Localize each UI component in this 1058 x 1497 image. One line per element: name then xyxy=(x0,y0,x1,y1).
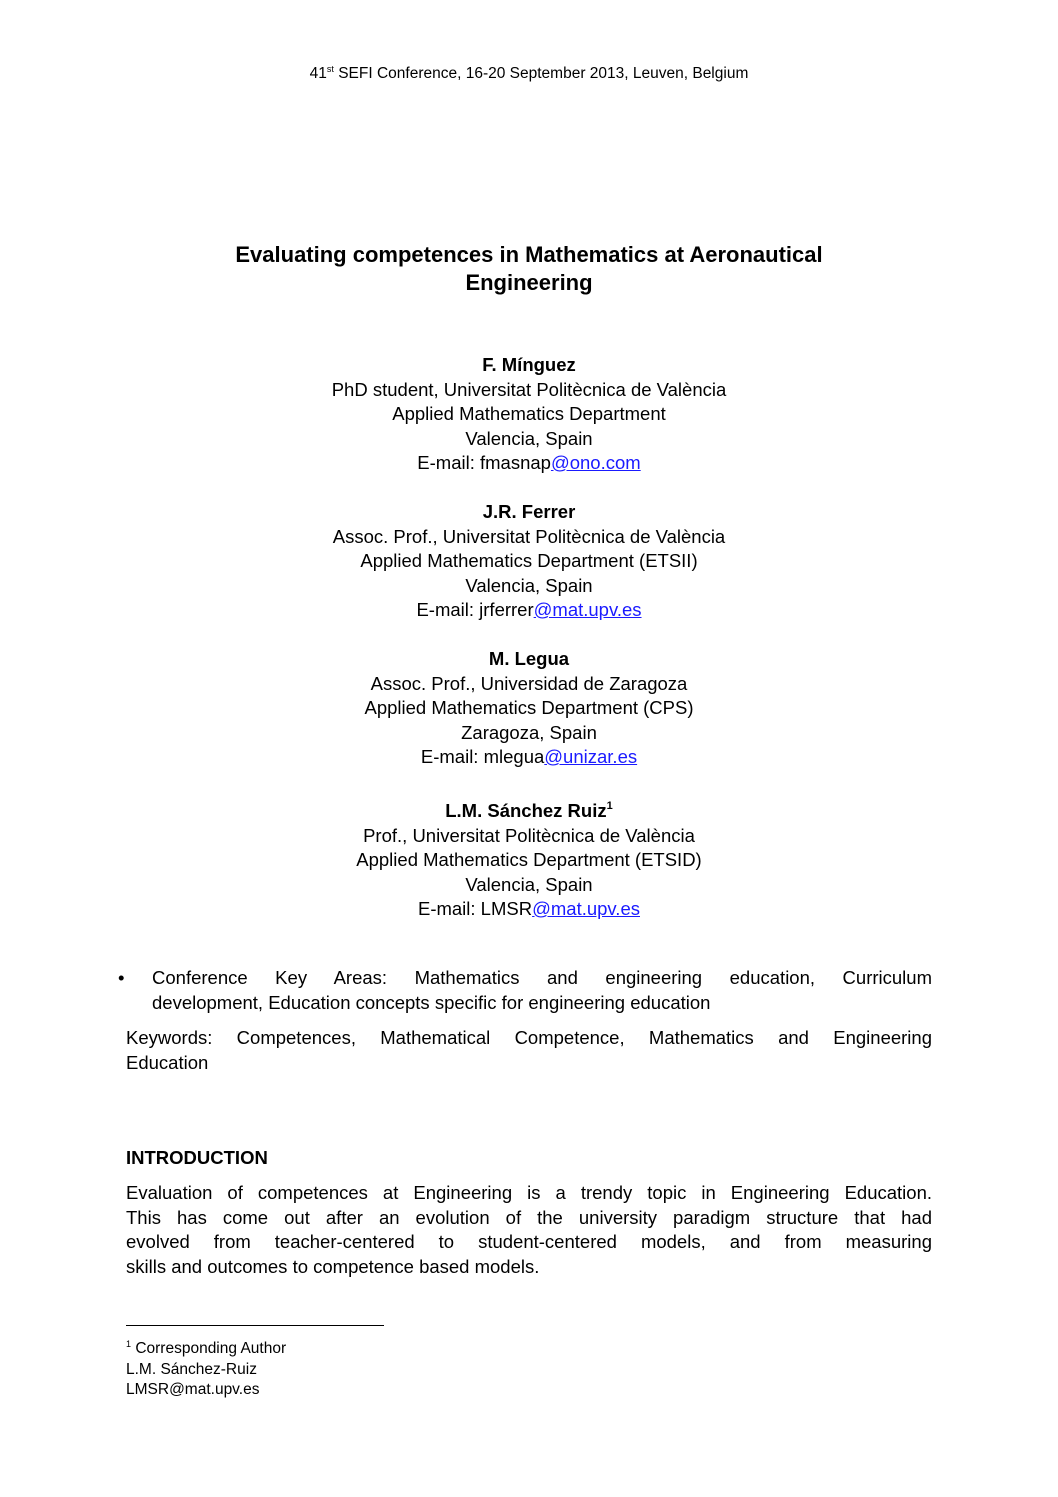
bullet-icon: • xyxy=(118,967,125,988)
introduction-paragraph xyxy=(126,1181,932,1279)
author-name: M. Legua xyxy=(488,648,570,669)
author-block-2 xyxy=(0,500,1058,623)
author-department: Applied Mathematics Department (ETSII) xyxy=(360,550,698,571)
email-link[interactable]: @unizar.es xyxy=(544,746,638,767)
author-email: E-mail: fmasnap@ono.com xyxy=(417,452,641,473)
paragraph-line: This has come out after an evolution of the university paradigm structure that had xyxy=(126,1206,932,1228)
footnote xyxy=(126,1334,286,1401)
keywords-line-2: Education xyxy=(126,1051,209,1073)
header-number: 41 xyxy=(309,65,327,82)
footnote-line-2: L.M. Sánchez-Ruiz xyxy=(126,1360,257,1378)
title-line-1: Evaluating competences in Mathematics at Aeronautical xyxy=(235,242,823,267)
author-position: Assoc. Prof., Universitat Politècnica de València xyxy=(332,525,726,547)
header-superscript: st xyxy=(326,64,334,74)
author-email: E-mail: jrferrer@mat.upv.es xyxy=(416,599,642,620)
running-header xyxy=(0,64,1058,83)
key-areas-line-2: development, Education concepts specific for engineering education xyxy=(152,991,711,1013)
author-name: J.R. Ferrer xyxy=(482,501,576,522)
author-block-4 xyxy=(0,794,1058,922)
title-line-2: Engineering xyxy=(465,270,593,295)
footnote-divider xyxy=(126,1325,384,1326)
section-heading-introduction: INTRODUCTION xyxy=(126,1147,268,1168)
paragraph-line: skills and outcomes to competence based models. xyxy=(126,1255,540,1277)
author-department: Applied Mathematics Department (CPS) xyxy=(364,697,694,718)
author-block-3 xyxy=(0,647,1058,770)
keywords-line-1: Keywords: Competences, Mathematical Competence, Mathematics and Engineering xyxy=(126,1027,932,1048)
paragraph-line: evolved from teacher-centered to student-centered models, and from measuring xyxy=(126,1231,932,1252)
author-email: E-mail: mlegua@unizar.es xyxy=(420,746,638,767)
key-areas xyxy=(118,966,932,1015)
author-location: Valencia, Spain xyxy=(465,574,593,596)
author-department: Applied Mathematics Department (ETSID) xyxy=(356,849,702,870)
email-link[interactable]: @mat.upv.es xyxy=(532,898,640,919)
author-location: Valencia, Spain xyxy=(465,873,593,895)
author-name: L.M. Sánchez Ruiz$^1$ xyxy=(445,800,613,821)
footnote-number: 1 xyxy=(126,1339,132,1349)
footnote-line-3: LMSR@mat.upv.es xyxy=(126,1381,260,1398)
email-link[interactable]: @mat.upv.es xyxy=(533,599,642,620)
key-areas-line-1: Conference Key Areas: Mathematics and engineering education, Curriculum xyxy=(152,967,932,988)
author-department: Applied Mathematics Department xyxy=(392,403,666,424)
author-position: Prof., Universitat Politècnica de València xyxy=(363,824,695,846)
footnote-line-1: Corresponding Author xyxy=(131,1340,287,1357)
author-block-1 xyxy=(0,353,1058,476)
author-position: PhD student, Universitat Politècnica de València xyxy=(331,378,727,400)
author-name: F. Mínguez xyxy=(482,354,576,375)
paper-title xyxy=(0,241,1058,297)
paragraph-line: Evaluation of competences at Engineering is a trendy topic in Engineering Education. xyxy=(126,1182,932,1203)
author-location: Zaragoza, Spain xyxy=(461,721,597,743)
header-text: SEFI Conference, 16-20 September 2013, Leuven, Belgium xyxy=(333,65,749,82)
author-location: Valencia, Spain xyxy=(465,427,593,449)
author-email: E-mail: LMSR@mat.upv.es xyxy=(417,898,640,919)
author-position: Assoc. Prof., Universidad de Zaragoza xyxy=(370,672,688,694)
email-link[interactable]: @ono.com xyxy=(550,452,641,473)
footnote-mark: 1 xyxy=(606,800,613,812)
keywords xyxy=(126,1026,932,1075)
